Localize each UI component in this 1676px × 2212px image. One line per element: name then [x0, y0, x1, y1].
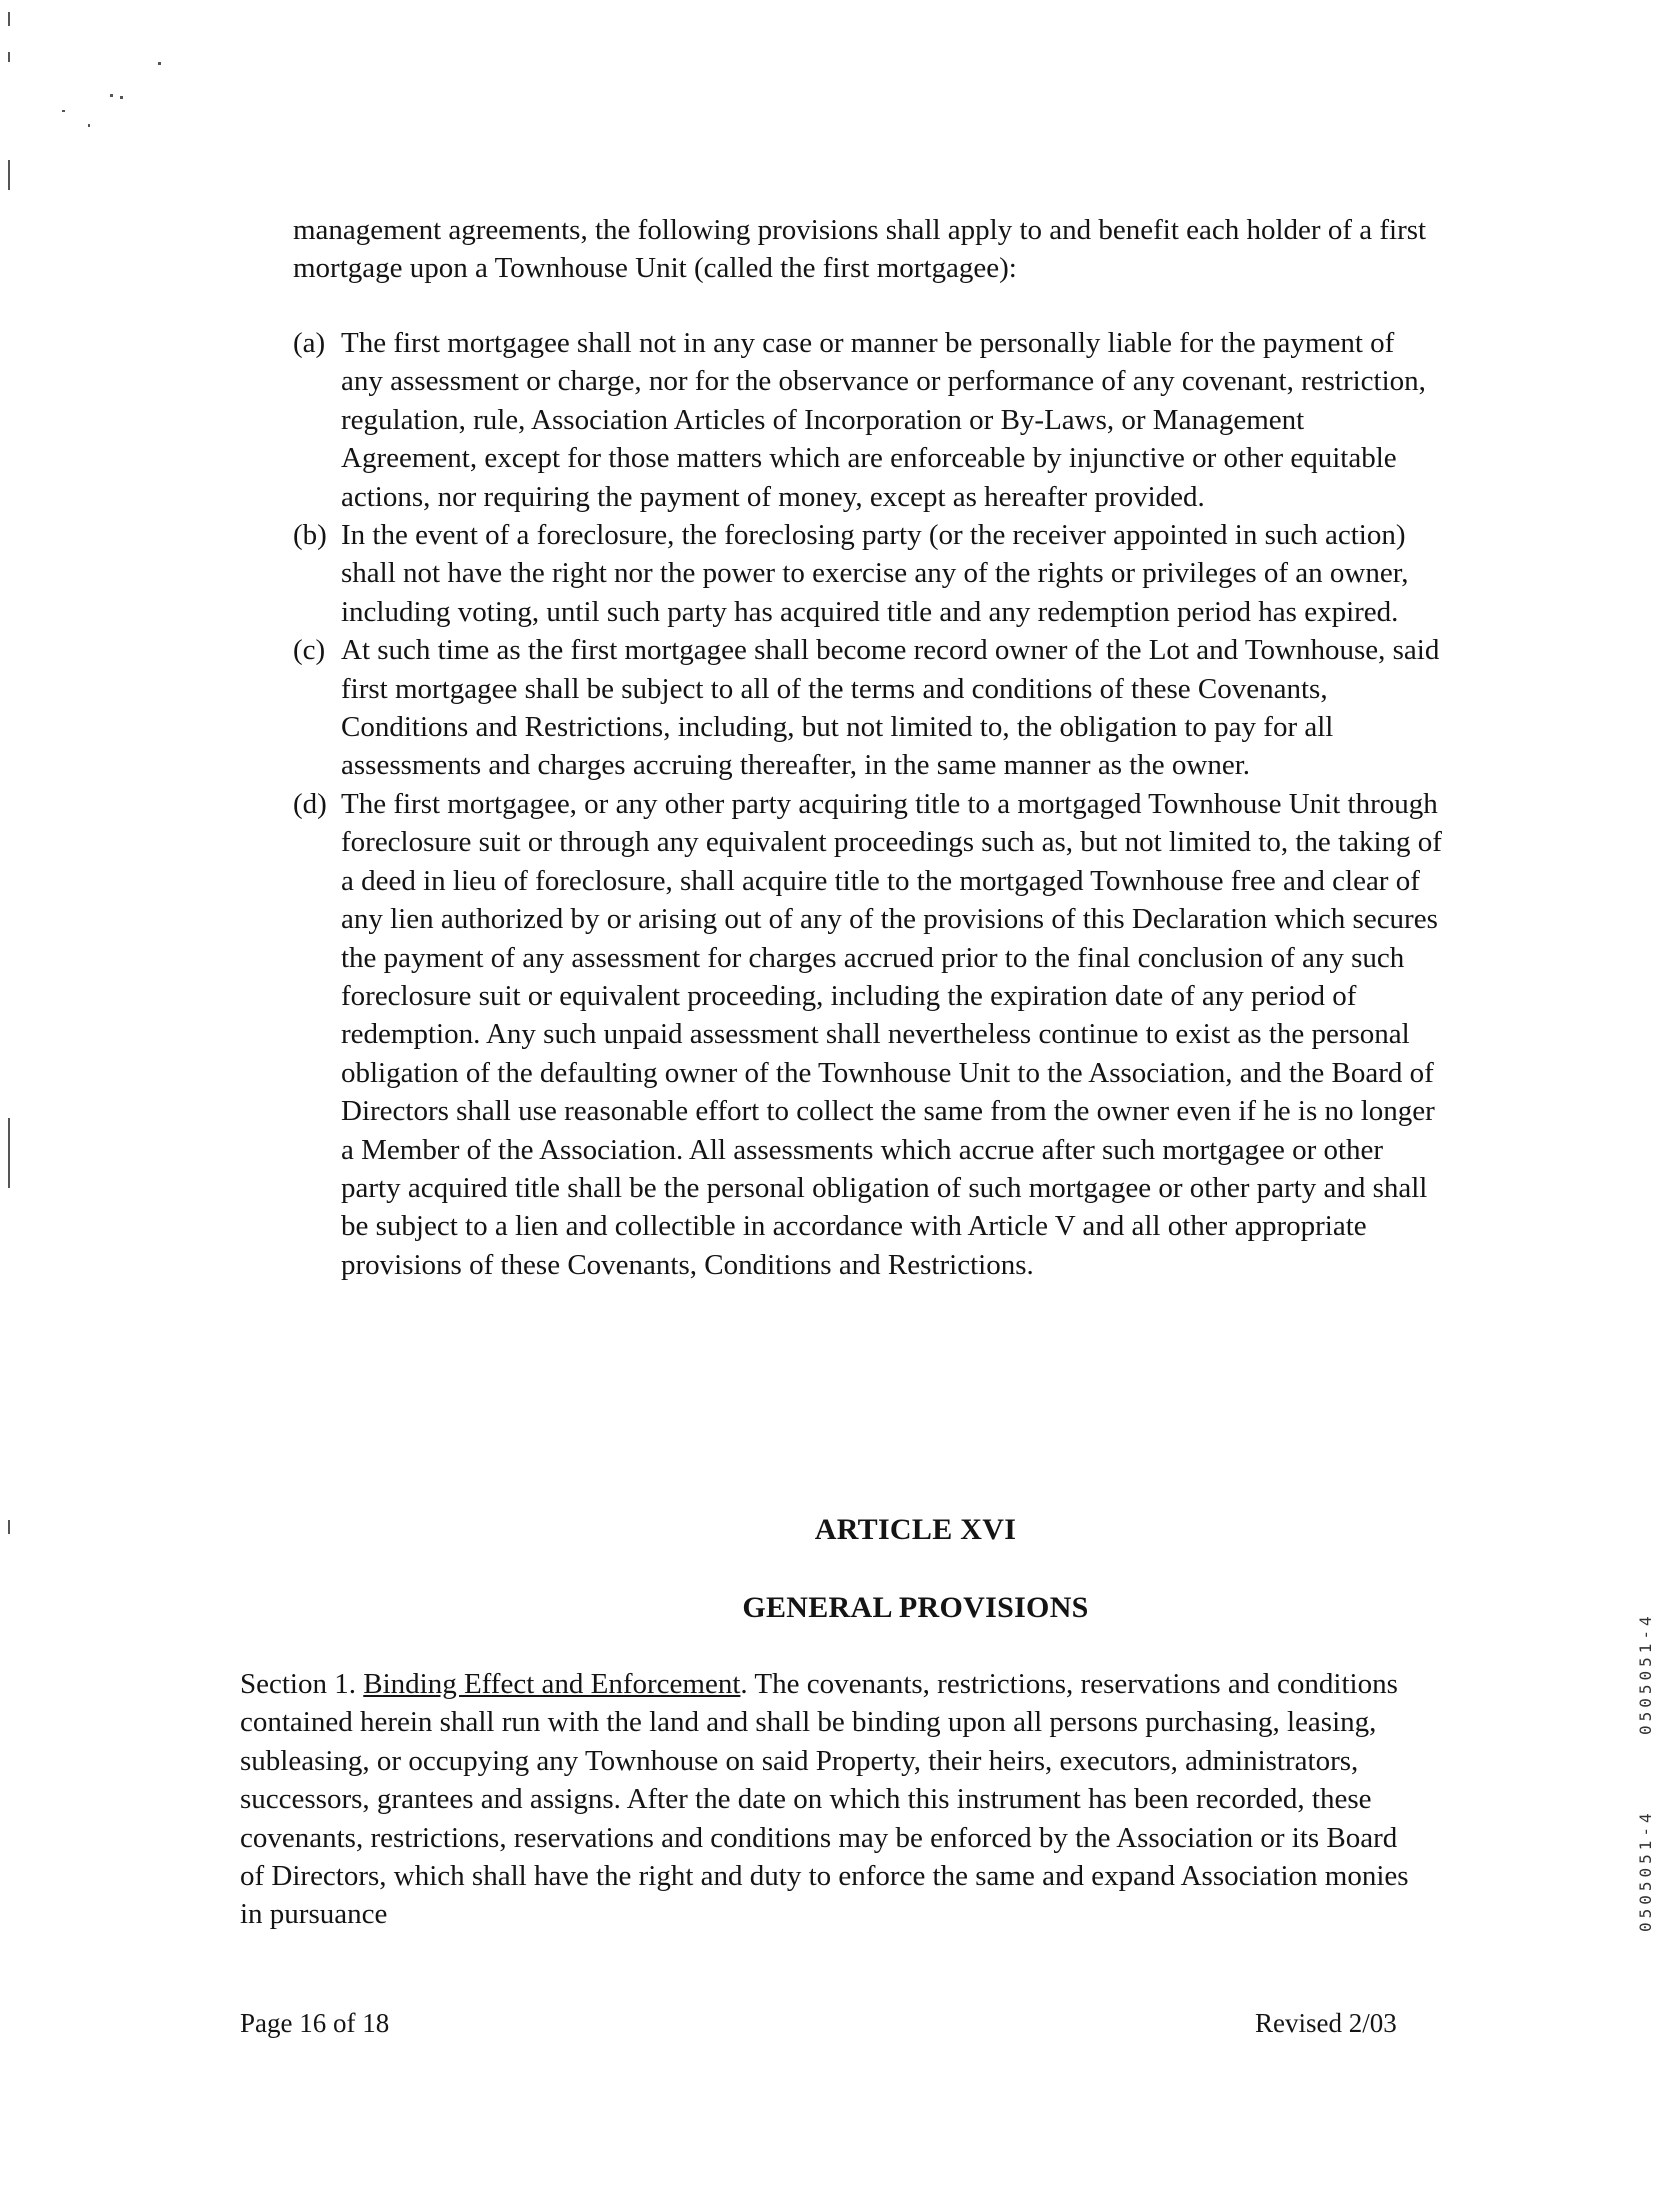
- section-1-paragraph: [240, 1665, 1420, 1934]
- scan-mark: [120, 96, 123, 99]
- article-number-heading: ARTICLE XVI: [814, 1513, 1017, 1546]
- list-item: [293, 324, 1443, 516]
- section-label: Section 1.: [240, 1668, 356, 1700]
- article-title-heading: GENERAL PROVISIONS: [742, 1591, 1089, 1624]
- list-marker: (c): [293, 634, 326, 667]
- list-item-text: In the event of a foreclosure, the foreclosing party (or the receiver appointed in such action) shall not have the right nor the power to exercise any of the rights or privileges of an owner, including voting, until such party has acquired title and any redemption period has expired.: [341, 519, 1409, 628]
- list-marker: (b): [293, 519, 327, 552]
- list-item-text: The first mortgagee shall not in any case or manner be personally liable for the payment of any assessment or charge, nor for the observance or performance of any covenant, restriction, regulation, rule, Association Articles of Incorporation or By-Laws, or Management Agreement, except for those matters which are enforceable by injunctive or other equitable actions, nor requiring the payment of money, except as hereafter provided.: [341, 327, 1426, 513]
- recording-stamp-upper: 0505051-4: [1636, 1612, 1655, 1735]
- provisions-list: [293, 324, 1443, 1284]
- list-marker: (d): [293, 787, 327, 820]
- recording-stamp-lower: 0505051-4: [1636, 1809, 1655, 1932]
- list-item: [293, 516, 1443, 631]
- scan-mark: [88, 124, 90, 127]
- scan-mark: [8, 12, 10, 26]
- intro-paragraph: management agreements, the following provisions shall apply to and benefit each holder of a first mortgage upon a Townhouse Unit (called the first mortgagee):: [293, 214, 1427, 285]
- list-item: [293, 785, 1443, 1284]
- scan-mark: [158, 62, 161, 65]
- scan-mark: [62, 110, 65, 112]
- scan-mark: [8, 160, 10, 190]
- scan-mark: [8, 52, 10, 62]
- scan-mark: [8, 1118, 10, 1188]
- section-title-period: .: [740, 1668, 748, 1700]
- section-text: The covenants, restrictions, reservations and conditions contained herein shall run with the land and shall be binding upon all persons purchasing, leasing, subleasing, or occupying any Townhouse on said Property, their heirs, executors, administrators, successors, grantees and assigns. After the date on which this instrument has been recorded, these covenants, restrictions, reservations and conditions may be enforced by the Association or its Board of Directors, which shall have the right and duty to enforce the same and expand Association monies in pursuance: [240, 1668, 1409, 1931]
- section-title: Binding Effect and Enforcement: [363, 1668, 741, 1700]
- list-item-text: At such time as the first mortgagee shall become record owner of the Lot and Townhouse, said first mortgagee shall be subject to all of the terms and conditions of these Covenants, Conditions and Restrictions, including, but not limited to, the obligation to pay for all assessments and charges accruing thereafter, in the same manner as the owner.: [341, 634, 1440, 782]
- scan-mark: [110, 94, 113, 97]
- list-marker: (a): [293, 327, 326, 359]
- revision-date: Revised 2/03: [1255, 2008, 1397, 2038]
- list-item: [293, 631, 1443, 785]
- page-number: Page 16 of 18: [240, 2008, 390, 2038]
- list-item-text: The first mortgagee, or any other party acquiring title to a mortgaged Townhouse Unit through foreclosure suit or through any equivalent proceedings such as, but not limited to, the taking of a deed in lieu of foreclosure, shall acquire title to the mortgaged Townhouse free and clear of any lien authorized by or arising out of any of the provisions of this Declaration which secures the payment of any assessment for charges accrued prior to the final conclusion of any such foreclosure suit or equivalent proceeding, including the expiration date of any period of redemption. Any such unpaid assessment shall nevertheless continue to exist as the personal obligation of the defaulting owner of the Townhouse Unit to the Association, and the Board of Directors shall use reasonable effort to collect the same from the owner even if he is no longer a Member of the Association. All assessments which accrue after such mortgagee or other party acquired title shall be the personal obligation of such mortgagee or other party and shall be subject to a lien and collectible in accordance with Article V and all other appropriate provisions of these Covenants, Conditions and Restrictions.: [341, 787, 1442, 1281]
